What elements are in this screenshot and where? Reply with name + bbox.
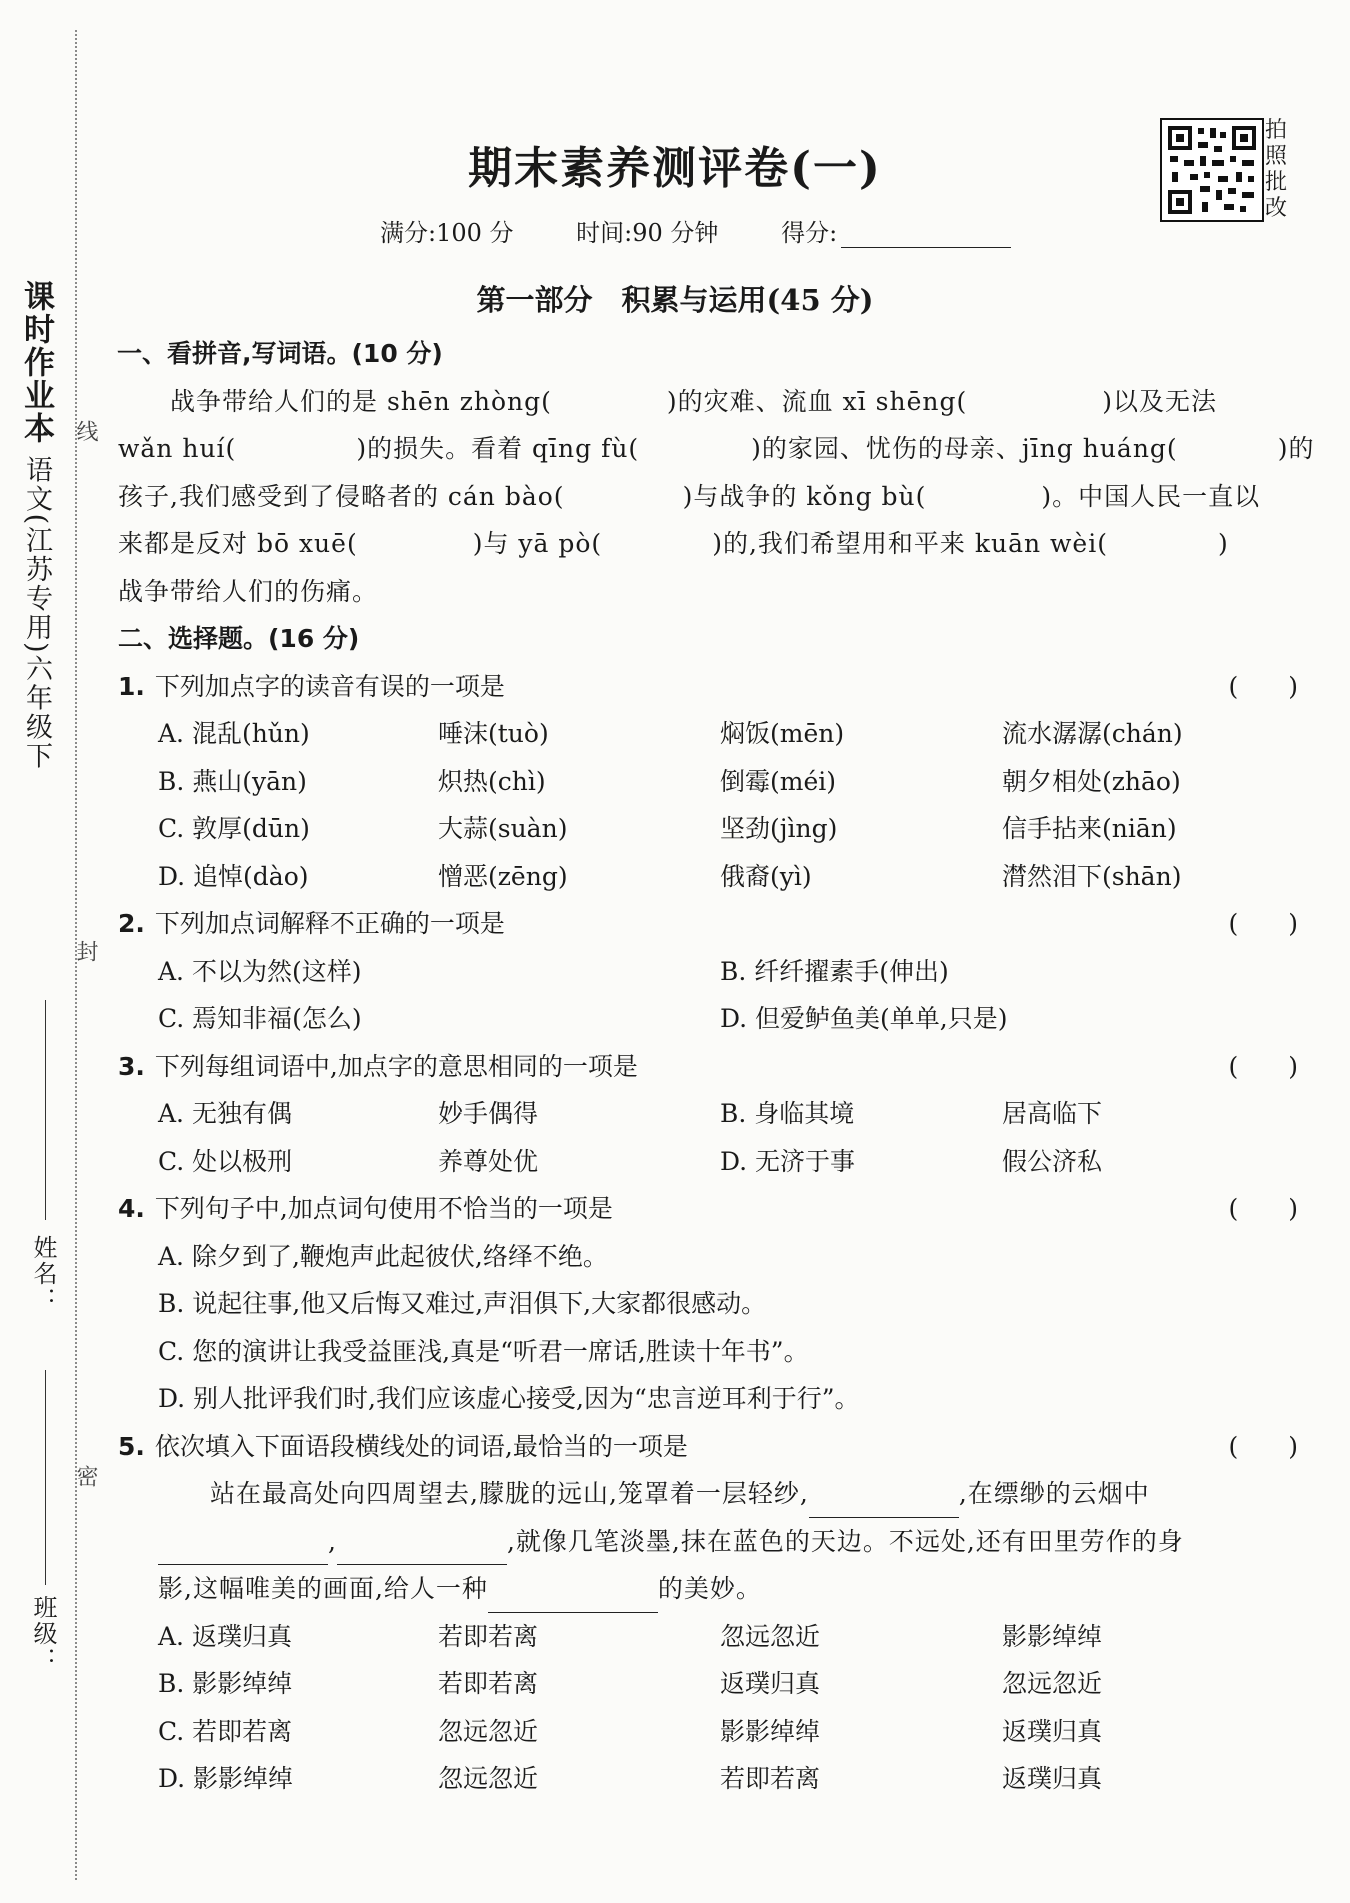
- q2-option-c[interactable]: C. 焉知非福(怎么): [158, 1004, 362, 1033]
- side-book-title: 课时作业本 语文(江苏专用)六年级下: [18, 280, 54, 771]
- q5-blank-2[interactable]: [158, 1534, 328, 1565]
- question-3: 3. 下列每组词语中,加点字的意思相同的一项是 ( ): [118, 1043, 1298, 1091]
- class-field-line[interactable]: [45, 1370, 46, 1585]
- part-one-title: 第一部分 积累与运用(45 分): [476, 283, 874, 317]
- answer-box-1[interactable]: ( ): [1228, 671, 1298, 701]
- question-4: 4. 下列句子中,加点词句使用不恰当的一项是 ( ): [118, 1185, 1298, 1233]
- exam-meta: [380, 213, 1066, 248]
- q5-passage-line-2: , ,就像几笔淡墨,抹在蓝色的天边。不远处,还有田里劳作的身: [118, 1518, 1298, 1566]
- section-one-heading: 一、看拼音,写词语。(10 分): [117, 339, 443, 368]
- name-field-line[interactable]: [45, 1000, 46, 1220]
- question-1: 1. 下列加点字的读音有误的一项是 ( ): [118, 663, 1298, 711]
- q3-options-cd: C. 处以极刑 养尊处优 D. 无济于事 假公济私: [118, 1138, 1298, 1186]
- q3-options-ab: A. 无独有偶 妙手偶得 B. 身临其境 居高临下: [118, 1090, 1298, 1138]
- q1-option-b[interactable]: B. 燕山(yān) 炽热(chì) 倒霉(méi) 朝夕相处(zhāo): [158, 766, 1181, 796]
- q1-option-c[interactable]: C. 敦厚(dūn) 大蒜(suàn) 坚劲(jìng) 信手拈来(niān): [158, 814, 1177, 843]
- side-mark-xian: 线: [73, 420, 98, 444]
- q4-option-b[interactable]: B. 说起往事,他又后悔又难过,声泪俱下,大家都很感动。: [158, 1289, 767, 1318]
- answer-box-3[interactable]: ( ): [1228, 1051, 1298, 1081]
- q1-option-d[interactable]: D. 追悼(dào) 憎恶(zēng) 俄裔(yì) 潸然泪下(shān): [158, 861, 1182, 891]
- page-title: 期末素养测评卷(一): [468, 143, 882, 194]
- class-label: 班级：: [29, 1595, 57, 1673]
- qr-caption: 拍照批改: [1265, 118, 1288, 221]
- question-4-stem: 下列句子中,加点词句使用不恰当的一项是: [154, 1194, 613, 1223]
- answer-box-4[interactable]: ( ): [1228, 1194, 1298, 1223]
- s1-line-1: 战争带给人们的是 shēn zhòng( )的灾难、流血 xī shēng( )以及无法: [118, 386, 1217, 416]
- q2-option-a[interactable]: A. 不以为然(这样): [158, 956, 362, 986]
- s1-line-3: 孩子,我们感受到了侵略者的 cán bào( )与战争的 kǒng bù( )。中国人民一直以: [118, 481, 1261, 511]
- question-3-stem: 下列每组词语中,加点字的意思相同的一项是: [154, 1051, 638, 1081]
- score-blank[interactable]: [841, 221, 1011, 248]
- name-label: 姓名：: [29, 1235, 57, 1313]
- q2-options-cd: [118, 995, 1298, 1043]
- question-1-stem: 下列加点字的读音有误的一项是: [154, 671, 505, 701]
- q4-option-c[interactable]: C. 您的演讲让我受益匪浅,真是“听君一席话,胜读十年书”。: [158, 1336, 809, 1366]
- q5-option-a[interactable]: A. 返璞归真 若即若离 忽远忽近 影影绰绰: [158, 1621, 1103, 1651]
- q5-option-b[interactable]: B. 影影绰绰 若即若离 返璞归真 忽远忽近: [158, 1669, 1103, 1698]
- q5-passage-line-1: 站在最高处向四周望去,朦胧的远山,笼罩着一层轻纱, ,在缥缈的云烟中: [118, 1470, 1298, 1518]
- side-mark-mi: 密: [73, 1465, 98, 1489]
- q3-option-b[interactable]: B. 身临其境: [720, 1099, 855, 1128]
- question-5-stem: 依次填入下面语段横线处的词语,最恰当的一项是: [154, 1431, 688, 1461]
- score-label: 得分:: [781, 219, 838, 247]
- full-score: 满分:100 分: [380, 219, 514, 247]
- q2-option-b[interactable]: B. 纤纤擢素手(伸出): [720, 956, 949, 986]
- q4-option-d[interactable]: D. 别人批评我们时,我们应该虚心接受,因为“忠言逆耳利于行”。: [158, 1384, 860, 1413]
- side-mark-feng: 封: [73, 940, 98, 964]
- answer-box-5[interactable]: ( ): [1228, 1431, 1298, 1461]
- q5-blank-3[interactable]: [337, 1534, 507, 1565]
- answer-box-2[interactable]: ( ): [1228, 909, 1298, 938]
- q3-option-c[interactable]: C. 处以极刑: [158, 1146, 293, 1176]
- q5-passage-line-3: 影,这幅唯美的画面,给人一种 的美妙。: [118, 1565, 1298, 1613]
- question-2: 2. 下列加点词解释不正确的一项是 ( ): [118, 900, 1298, 948]
- q5-blank-1[interactable]: [809, 1487, 959, 1518]
- s1-line-5: 战争带给人们的伤痛。: [118, 576, 379, 606]
- section-two-heading: 二、选择题。(16 分): [118, 624, 360, 653]
- s1-line-4: 来都是反对 bō xuē( )与 yā pò( )的,我们希望用和平来 kuān wèi( ): [118, 529, 1229, 558]
- time-limit: 时间:90 分钟: [576, 219, 719, 247]
- q3-option-d[interactable]: D. 无济于事: [720, 1146, 856, 1176]
- question-2-stem: 下列加点词解释不正确的一项是: [154, 909, 505, 938]
- q4-option-a[interactable]: A. 除夕到了,鞭炮声此起彼伏,络绎不绝。: [158, 1241, 608, 1271]
- q2-options-ab: [118, 948, 1298, 996]
- q3-option-a[interactable]: A. 无独有偶: [158, 1099, 292, 1128]
- exam-content: [117, 330, 1315, 1803]
- q1-option-a[interactable]: A. 混乱(hǔn) 唾沫(tuò) 焖饭(mēn) 流水潺潺(chán): [158, 719, 1183, 748]
- question-5: 5. 依次填入下面语段横线处的词语,最恰当的一项是 ( ): [118, 1423, 1298, 1471]
- q5-blank-4[interactable]: [488, 1582, 658, 1613]
- s1-line-2: wǎn huí( )的损失。看着 qīng fù( )的家园、忧伤的母亲、jīng huáng( )的: [118, 434, 1315, 463]
- q2-option-d[interactable]: D. 但爱鲈鱼美(单单,只是): [720, 1004, 1008, 1033]
- q5-option-d[interactable]: D. 影影绰绰 忽远忽近 若即若离 返璞归真: [158, 1764, 1103, 1793]
- q5-option-c[interactable]: C. 若即若离 忽远忽近 影影绰绰 返璞归真: [158, 1716, 1103, 1746]
